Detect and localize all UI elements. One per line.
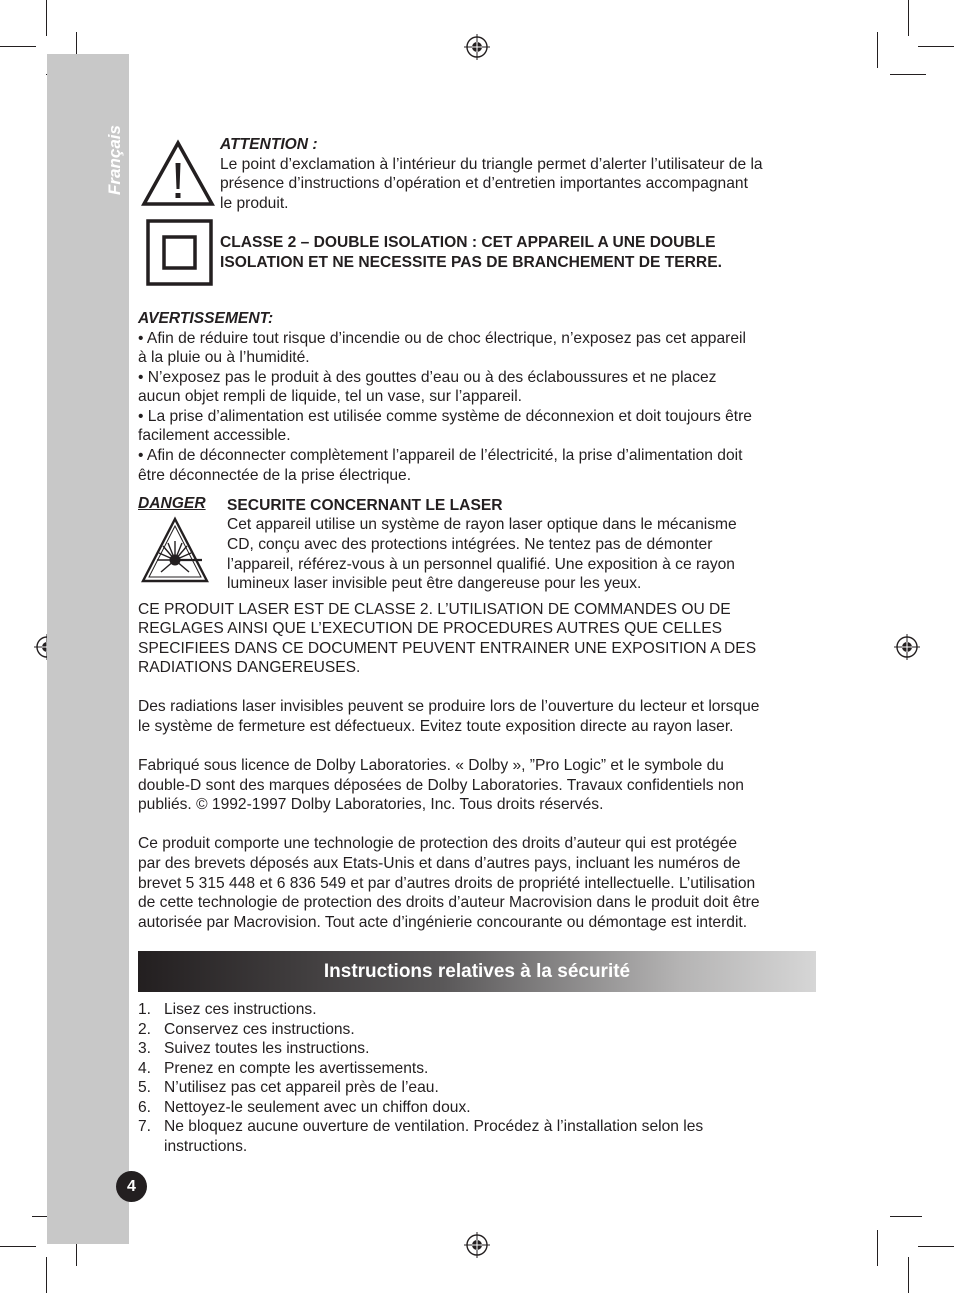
crop-mark — [0, 46, 36, 47]
avertissement-line: à la pluie ou à l’humidité. — [138, 349, 310, 366]
laser-class-line: SPECIFIEES DANS CE DOCUMENT PEUVENT ENTRAINER UNE EXPOSITION A DES — [138, 640, 757, 657]
avertissement-line: • La prise d’alimentation est utilisée comme système de déconnexion et doit toujours être — [138, 408, 752, 425]
double-insulation-icon — [146, 219, 213, 286]
avertissement-line: • Afin de réduire tout risque d’incendie ou de choc électrique, n’exposez pas cet appareil — [138, 330, 746, 347]
avertissement-heading: AVERTISSEMENT: — [138, 310, 274, 327]
macrovision-line: brevet 5 315 448 et 6 836 549 et par d’autres droits de propriété intellectuelle. L’utilisation — [138, 875, 756, 892]
macrovision-line: de cette technologie de protection des droits d’auteur Macrovision dans le produit doit être — [138, 894, 760, 911]
dolby-line: Fabriqué sous licence de Dolby Laboratories. « Dolby », ”Pro Logic” et le symbole du — [138, 757, 724, 774]
safety-section-title: Instructions relatives à la sécurité — [138, 951, 816, 992]
crop-mark — [877, 1230, 878, 1266]
list-number: 4. — [138, 1060, 152, 1077]
class2-line: ISOLATION ET NE NECESSITE PAS DE BRANCHEMENT DE TERRE. — [220, 254, 722, 271]
side-tab — [47, 54, 129, 1244]
list-item: Conservez ces instructions. — [164, 1021, 355, 1038]
danger-line: Cet appareil utilise un système de rayon laser optique dans le mécanisme — [227, 516, 737, 533]
exclamation-triangle-icon — [141, 139, 215, 207]
list-item: Prenez en compte les avertissements. — [164, 1060, 429, 1077]
registration-mark-icon — [464, 1232, 490, 1258]
avertissement-line: • N’exposez pas le produit à des gouttes d’eau ou à des éclaboussures et ne placez — [138, 369, 717, 386]
crop-mark — [46, 1257, 47, 1293]
macrovision-line: Ce produit comporte une technologie de protection des droits d’auteur qui est protégée — [138, 835, 738, 852]
language-label: Français — [105, 125, 124, 195]
list-item: Suivez toutes les instructions. — [164, 1040, 370, 1057]
list-item: N’utilisez pas cet appareil près de l’eau. — [164, 1079, 439, 1096]
attention-line: présence d’instructions d’opération et d’entretien importantes accompagnant — [220, 175, 748, 192]
danger-line: CD, conçu avec des protections intégrées. Ne tentez pas de démonter — [227, 536, 713, 553]
avertissement-line: aucun objet rempli de liquide, tel un vase, sur l’appareil. — [138, 388, 523, 405]
avertissement-line: facilement accessible. — [138, 427, 291, 444]
danger-line: l’appareil, référez-vous à un personnel qualifié. Une exposition à ce rayon — [227, 556, 735, 573]
attention-heading: ATTENTION : — [220, 136, 318, 153]
radiations-line: le système de fermeture est défectueux. Evitez toute exposition directe au rayon laser. — [138, 718, 734, 735]
registration-mark-icon — [464, 34, 490, 60]
list-number: 3. — [138, 1040, 152, 1057]
crop-mark — [890, 1216, 922, 1217]
laser-class-line: RADIATIONS DANGEREUSES. — [138, 659, 361, 676]
list-number: 6. — [138, 1099, 152, 1116]
macrovision-line: autorisée par Macrovision. Tout acte d’ingénierie concourante ou démontage est interdit. — [138, 914, 748, 931]
attention-line: Le point d’exclamation à l’intérieur du triangle permet d’alerter l’utilisateur de la — [220, 156, 763, 173]
crop-mark — [918, 46, 954, 47]
macrovision-line: par des brevets déposés aux Etats-Unis et dans d’autres pays, incluant les numéros de — [138, 855, 741, 872]
crop-mark — [0, 1246, 36, 1247]
crop-mark — [877, 32, 878, 68]
list-item: instructions. — [164, 1138, 248, 1155]
list-number: 7. — [138, 1118, 152, 1135]
list-item: Lisez ces instructions. — [164, 1001, 317, 1018]
crop-mark — [890, 74, 926, 75]
radiations-line: Des radiations laser invisibles peuvent se produire lors de l’ouverture du lecteur et lorsque — [138, 698, 760, 715]
crop-mark — [918, 1246, 954, 1247]
danger-heading: SECURITE CONCERNANT LE LASER — [227, 497, 503, 514]
laser-warning-icon — [140, 516, 210, 584]
crop-mark — [46, 0, 47, 36]
list-number: 2. — [138, 1021, 152, 1038]
registration-mark-icon — [894, 634, 920, 660]
dolby-line: double-D sont des marques déposées de Dolby Laboratories. Travaux confidentiels non — [138, 777, 744, 794]
list-item: Ne bloquez aucune ouverture de ventilation. Procédez à l’installation selon les — [164, 1118, 704, 1135]
list-number: 1. — [138, 1001, 152, 1018]
list-number: 5. — [138, 1079, 152, 1096]
avertissement-line: • Afin de déconnecter complètement l’appareil de l’électricité, la prise d’alimentation doit — [138, 447, 743, 464]
laser-class-line: REGLAGES AINSI QUE L’EXECUTION DE PROCEDURES AUTRES QUE CELLES — [138, 620, 723, 637]
danger-label: DANGER — [138, 495, 206, 512]
crop-mark — [908, 1257, 909, 1293]
list-item: Nettoyez-le seulement avec un chiffon doux. — [164, 1099, 471, 1116]
attention-line: le produit. — [220, 195, 289, 212]
page-number: 4 — [116, 1171, 147, 1202]
avertissement-line: être déconnectée de la prise électrique. — [138, 467, 412, 484]
class2-line: CLASSE 2 – DOUBLE ISOLATION : CET APPAREIL A UNE DOUBLE — [220, 234, 716, 251]
danger-line: lumineux laser invisible peut être dangereuse pour les yeux. — [227, 575, 642, 592]
dolby-line: publiés. © 1992-1997 Dolby Laboratories, Inc. Tous droits réservés. — [138, 796, 604, 813]
laser-class-line: CE PRODUIT LASER EST DE CLASSE 2. L’UTILISATION DE COMMANDES OU DE — [138, 601, 731, 618]
crop-mark — [908, 0, 909, 36]
